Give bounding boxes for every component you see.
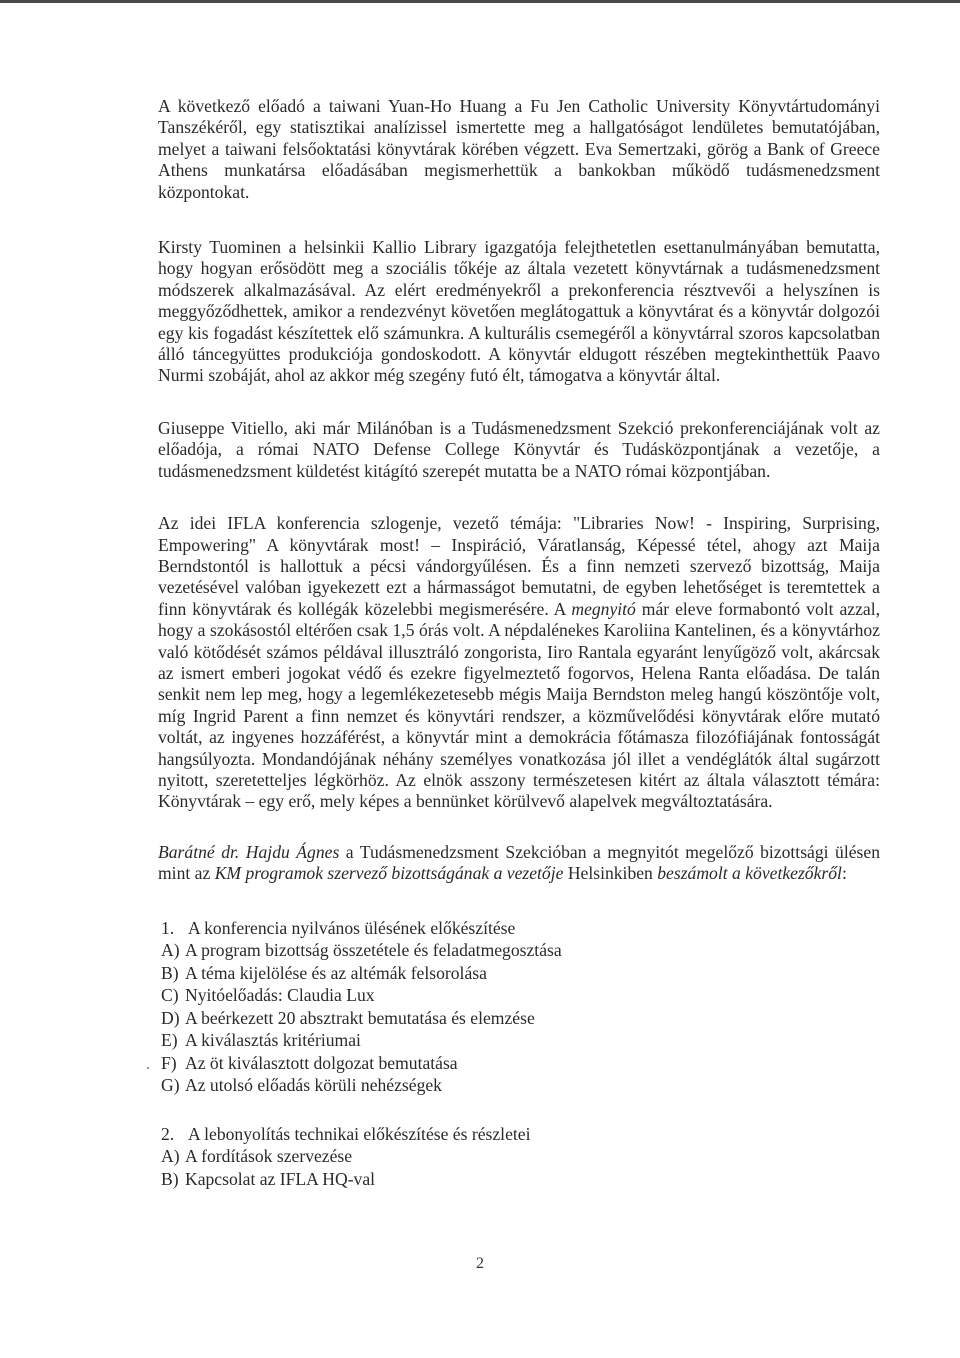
- text-run: Az idei IFLA konferencia szlogenje, vezető témája: "Libraries Now! - Inspiring, Surprising, Empowering" A könyvtárak most! – Inspiráció, Váratlanság, Képessé tétel, ahogy azt Maija Berndstontól is hallottuk a pécsi vándorgyűlésen. És a finn nemzeti szervező bizottság, Maija vezetésével valóban igyekezett ezt a hármasságot bemutatni, de egyben lehetőséget is teremtettek a finn könyvtárak és kollégák közelebbi megismerésére. A: [158, 513, 880, 619]
- list-item-text: A téma kijelölése és az altémák felsorolása: [185, 962, 487, 983]
- list-item: [158, 1074, 880, 1097]
- list-item: [158, 1168, 880, 1191]
- list-item: [158, 1145, 880, 1168]
- paragraph-hajdu-report: [158, 842, 880, 885]
- list-letter: E): [161, 1030, 178, 1051]
- italic-run: Barátné dr. Hajdu Ágnes: [158, 841, 340, 862]
- list-letter: C): [161, 985, 179, 1006]
- italic-run: megnyitó: [571, 598, 636, 619]
- list-number: 2.: [161, 1123, 175, 1144]
- document-page: [158, 96, 880, 1190]
- list-letter: A): [161, 1146, 180, 1167]
- list-letter: F): [161, 1052, 177, 1073]
- stray-mark: [147, 1067, 149, 1069]
- list-letter: B): [161, 1168, 179, 1189]
- scan-top-edge: [0, 0, 960, 3]
- list-letter: A): [161, 940, 180, 961]
- list-number: 1.: [161, 917, 175, 938]
- paragraph-tuominen: Kirsty Tuominen a helsinkii Kallio Library igazgatója felejthetetlen esettanulmányában bemutatta, hogy hogyan erősödött meg a szociális tőkéje az általa vezetett könyvtárnak a tudásmenedzsment módszerek alkalmazásával. Az elért eredményekről a prekonferencia résztvevői a helyszínen is meggyőződhettek, amikor a rendezvényt követően meglátogattuk a könyvtárat és a könyvtár dolgozói egy kis fogadást készítettek elő számunkra. A kulturális csemegéről a könyvtárral szoros kapcsolatban álló táncegyüttes produkciója gondoskodott. A könyvtár eldugott részében megtekinthettük Paavo Nurmi szobáját, ahol az akkor még szegény futó élt, támogatva a könyvtár által.: [158, 237, 880, 386]
- list-item-text: Nyitóelőadás: Claudia Lux: [185, 985, 375, 1006]
- list-letter: G): [161, 1075, 180, 1096]
- text-run: már eleve formabontó volt azzal, hogy a szokásostól eltérően csak 1,5 órás volt. A népdalénekes Karoliina Kantelinen, és a könyvtárhoz való kötődését számos példával illusztráló zongorista, Iiro Rantala egyaránt lenyűgöző volt, akárcsak az ismert emberi jogokat védő és ezekre figyelmeztető fogorvos, Helena Ranta előadása. De talán senkit nem lep meg, hogy a legemlékezetesebb mégis Maija Berndston meleg hangú köszöntője volt, míg Ingrid Parent a finn nemzet és könyvtári rendszer, a közművelődési könyvtárak előre mutató voltát, az ingyenes hozzáférést, a könyvtár mint a demokrácia főtámasza filozófiájának fontosságát hangsúlyozta. Mondandójának néhány személyes vonatkozása jól illet a vendéglátók által sugárzott nyitott, szeretetteljes légkörhöz. Az elnök asszony természetesen kitért az általa választott témára: Könyvtárak – egy erő, mely képes a bennünket körülvevő alapelvek megváltoztatására.: [158, 598, 880, 812]
- list-item-text: A kiválasztás kritériumai: [185, 1030, 361, 1051]
- list-heading: [158, 1123, 880, 1146]
- text-run: a Tudásmenedzsment Szekcióban a megnyitót megelőző bizottsági ülésen mint az: [158, 841, 880, 884]
- list-item: [158, 984, 880, 1007]
- agenda-list-2: [158, 1123, 880, 1191]
- agenda-list-1: [158, 917, 880, 1097]
- italic-run: beszámolt a következőkről: [657, 863, 842, 884]
- page-number: 2: [476, 1255, 484, 1272]
- paragraph-ifla-slogan: [158, 513, 880, 813]
- list-item: [158, 939, 880, 962]
- list-letter: D): [161, 1007, 180, 1028]
- list-letter: B): [161, 962, 179, 983]
- text-run: Helsinkiben: [563, 863, 658, 884]
- list-item-text: Az öt kiválasztott dolgozat bemutatása: [185, 1052, 458, 1073]
- paragraph-vitiello: Giuseppe Vitiello, aki már Milánóban is a Tudásmenedzsment Szekció prekonferenciájának volt az előadója, a római NATO Defense College Könyvtár és Tudásközpontjának a vezetője, a tudásmenedzsment küldetést kitágító szerepét mutatta be a NATO római központjában.: [158, 417, 880, 481]
- list-heading: [158, 917, 880, 940]
- list-item-text: A program bizottság összetétele és feladatmegosztása: [185, 940, 562, 961]
- list-heading-text: A konferencia nyilvános ülésének előkészítése: [188, 917, 516, 938]
- list-heading-text: A lebonyolítás technikai előkészítése és részletei: [188, 1123, 531, 1144]
- list-item-text: A beérkezett 20 absztrakt bemutatása és elemzése: [185, 1007, 535, 1028]
- list-item-text: A fordítások szervezése: [185, 1146, 353, 1167]
- list-item: [158, 962, 880, 985]
- paragraph-huang-semertzaki: A következő előadó a taiwani Yuan-Ho Huang a Fu Jen Catholic University Könyvtártudományi Tanszékéről, egy statisztikai analízissel ismertette meg a hallgatóságot lendületes bemutatójában, melyet a taiwani felsőoktatási könyvtárak körében végzett. Eva Semertzaki, görög a Bank of Greece Athens munkatársa előadásában megismerhettük a bankokban működő tudásmenedzsment központokat.: [158, 96, 880, 202]
- italic-run: KM programok szervező bizottságának a vezetője: [214, 863, 564, 884]
- text-run: :: [841, 863, 847, 884]
- list-item: [158, 1029, 880, 1052]
- list-item: [158, 1052, 880, 1075]
- list-item-text: Az utolsó előadás körüli nehézségek: [185, 1075, 442, 1096]
- list-item-text: Kapcsolat az IFLA HQ-val: [185, 1168, 376, 1189]
- list-item: [158, 1007, 880, 1030]
